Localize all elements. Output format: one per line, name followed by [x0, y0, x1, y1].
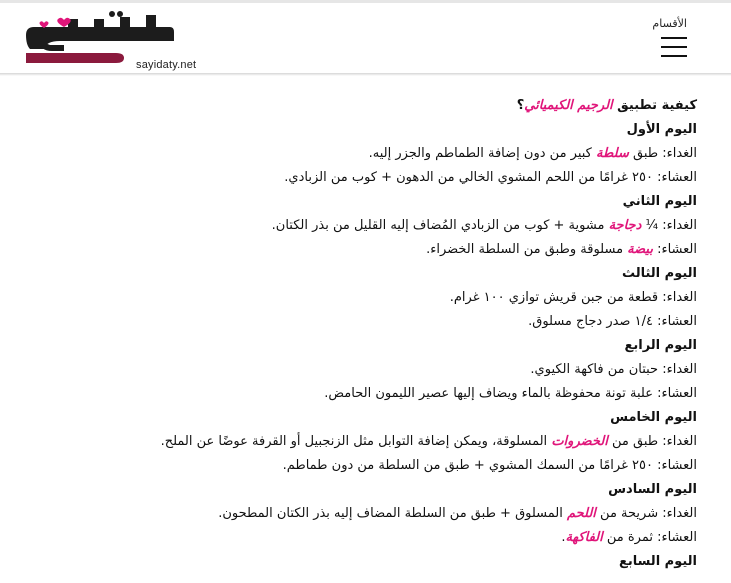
sections-menu-button[interactable] — [643, 17, 701, 63]
day-title: اليوم الرابع — [624, 338, 697, 353]
day-title: اليوم السادس — [608, 482, 697, 497]
day-title: اليوم السابع — [618, 554, 697, 569]
header-shadow — [0, 73, 731, 76]
chicken-link[interactable]: دجاجة — [608, 218, 642, 233]
meal-line: العشاء: ٢٥٠ غرامًا من اللحم المشوي الخالي من الدهون + كوب من الزبادي. — [284, 170, 697, 185]
meat-link[interactable]: اللحم — [567, 506, 596, 521]
site-header — [0, 3, 731, 73]
keto-diet-link[interactable]: الرجيم الكيميائي — [524, 98, 613, 113]
article-question: كيفية تطبيق الرجيم الكيميائي؟ — [516, 98, 697, 113]
hamburger-icon — [661, 37, 687, 57]
logo-domain-text: sayidaty.net — [136, 59, 197, 71]
meal-line: الغداء: ¼ دجاجة مشوية + كوب من الزبادي المُضاف إليه القليل من بذر الكتان. — [271, 218, 697, 233]
meal-line: العشاء: ١/٤ صدر دجاج مسلوق. — [528, 314, 697, 329]
meal-line: العشاء: ٢٥٠ غرامًا من السمك المشوي + طبق من السلطة من دون طماطم. — [282, 458, 697, 473]
meal-line: العشاء: ثمرة من الفاكهة. — [561, 530, 697, 545]
salad-link[interactable]: سلطة — [596, 146, 629, 161]
site-logo[interactable] — [20, 11, 197, 71]
meal-line: الغداء: شريحة من اللحم المسلوق + طبق من السلطة المضاف إليه بذر الكتان المطحون. — [218, 506, 697, 521]
article-body — [37, 94, 697, 574]
meal-line: الغداء: حبتان من فاكهة الكيوي. — [530, 362, 697, 377]
menu-label: الأقسام — [652, 17, 687, 30]
meal-line: العشاء: علبة تونة محفوظة بالماء ويضاف إليها عصير الليمون الحامض. — [324, 386, 697, 401]
day-title: اليوم الخامس — [610, 410, 697, 425]
fruit-link[interactable]: الفاكهة — [565, 530, 603, 545]
egg-link[interactable]: بيضة — [627, 242, 653, 257]
meal-line: الغداء: طبق من الخضروات المسلوقة، ويمكن إضافة التوابل مثل الزنجبيل أو القرفة عوضًا عن الملح. — [160, 434, 697, 449]
meal-line: الغداء: قطعة من جبن قريش توازي ١٠٠ غرام. — [449, 290, 697, 305]
vegetables-link[interactable]: الخضروات — [551, 434, 608, 449]
day-title: اليوم الثاني — [622, 194, 697, 209]
day-title: اليوم الأول — [626, 122, 697, 137]
meal-line: الغداء: طبق سلطة كبير من دون إضافة الطماطم والجزر إليه. — [368, 146, 697, 161]
meal-line: العشاء: بيضة مسلوقة وطبق من السلطة الخضراء. — [426, 242, 697, 257]
day-title: اليوم الثالث — [621, 266, 697, 281]
